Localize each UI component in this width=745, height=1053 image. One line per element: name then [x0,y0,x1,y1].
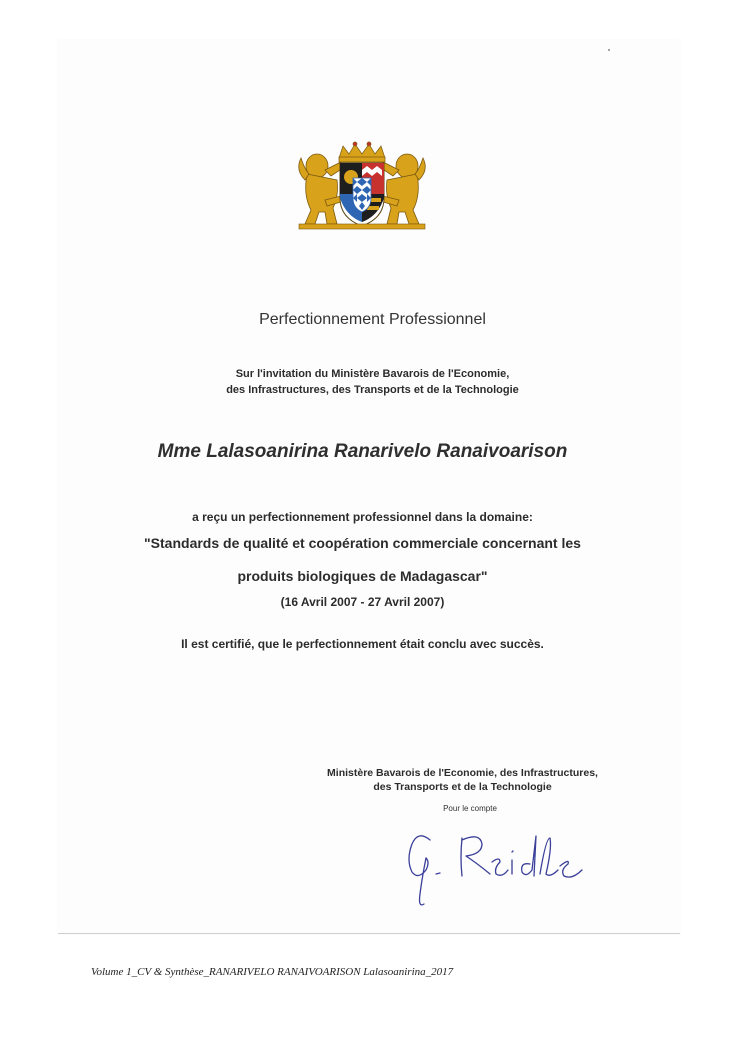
document-footer: Volume 1_CV & Synthèse_RANARIVELO RANAIVOARISON Lalasoanirina_2017 [91,966,454,978]
certificate-title: Perfectionnement Professionnel [259,311,486,328]
scan-speck [608,49,610,51]
bavarian-coat-of-arms-icon [295,140,429,230]
handwritten-signature [400,818,590,913]
certification-statement: Il est certifié, que le perfectionnement était conclu avec succès. [181,637,544,651]
on-behalf-label: Pour le compte [443,804,497,813]
recipient-name: Mme Lalasoanirina Ranarivelo Ranaivoarison [157,441,568,462]
issuer-line-1: Ministère Bavarois de l'Economie, des Infrastructures, [327,767,598,779]
issuer-ministry [320,766,605,794]
course-title-line-1: "Standards de qualité et coopération commerciale concernant les [144,535,581,551]
invitation-line-1: Sur l'invitation du Ministère Bavarois de l'Economie, [235,368,510,380]
received-text: a reçu un perfectionnement professionnel dans la domaine: [192,510,533,524]
course-title-line-2: produits biologiques de Madagascar" [237,568,488,584]
issuer-line-2: des Transports et de la Technologie [373,781,552,793]
course-dates: (16 Avril 2007 - 27 Avril 2007) [280,595,445,609]
invitation-line-2: des Infrastructures, des Transports et de la Technologie [226,384,519,396]
invitation-text [0,366,745,398]
